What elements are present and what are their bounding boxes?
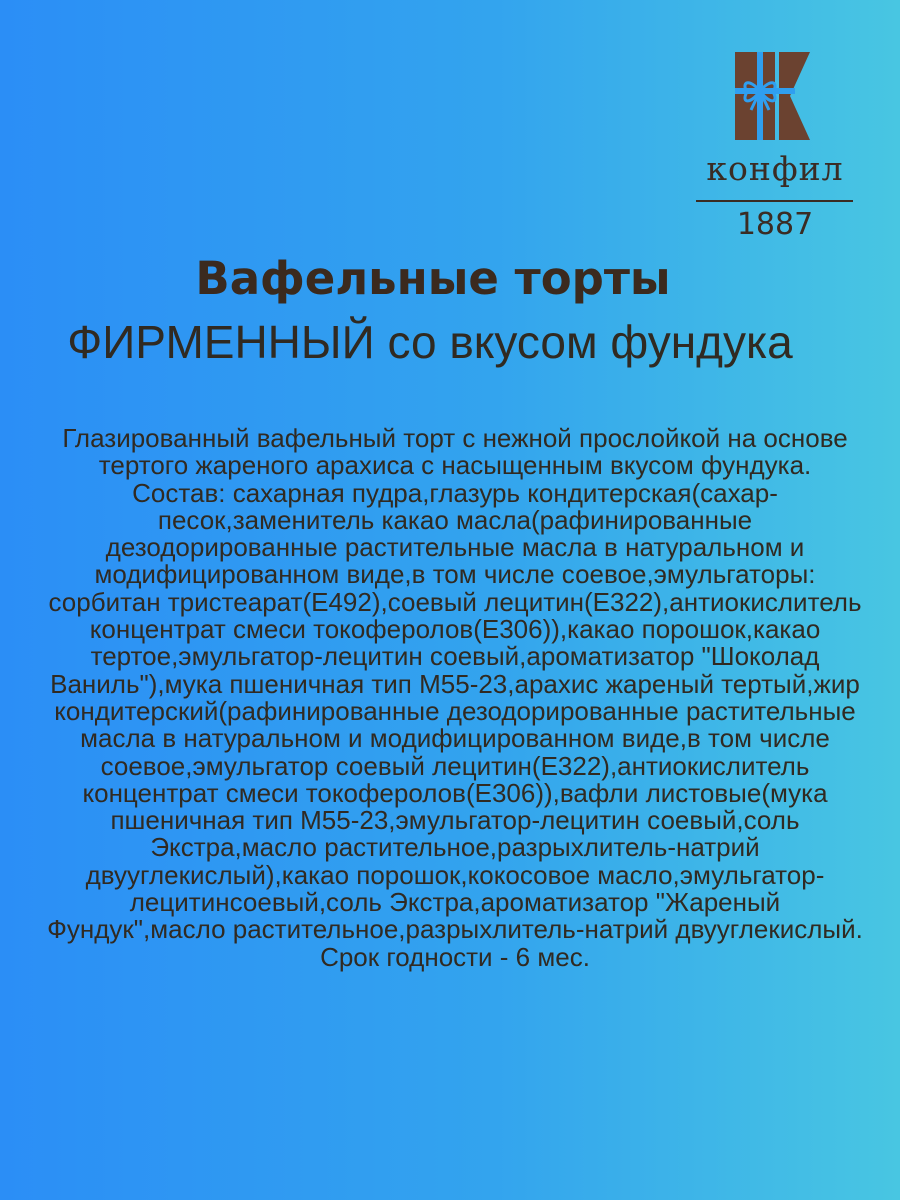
product-composition: Состав: сахарная пудра,глазурь кондитерская(сахар-песок,заменитель какао масла(рафинированные дезодорированные растительные масла в натуральном и модифицированном виде,в том числе соевое,эмульгаторы: сорбитан тристеарат(Е492),соевый лецитин(Е322),антиокислитель концентрат смеси токоферолов(Е306)),какао порошок,какао тертое,эмульгатор-лецитин соевый,ароматизатор "Шоколад Ваниль"),мука пшеничная тип М55-23,арахис жареный тертый,жир кондитерский(рафинированные дезодорированные растительные масла в натуральном и модифицированном виде,в том числе соевое,эмульгатор соевый лецитин(Е322),антиокислитель концентрат смеси токоферолов(Е306)),вафли листовые(мука пшеничная тип М55-23,эмульгатор-лецитин соевый,соль Экстра,масло растительное,разрыхлитель-натрий двууглекислый),какао порошок,кокосовое масло,эмульгатор-лецитинсоевый,соль Экстра,ароматизатор "Жареный Фундук",масло растительное,разрыхлитель-натрий двууглекислый. <box>47 477 863 945</box>
product-name: ФИРМЕННЫЙ со вкусом фундука <box>67 316 793 368</box>
konfil-logo-icon <box>735 52 810 140</box>
brand-logo <box>690 52 860 247</box>
brand-name: конфил <box>706 149 844 188</box>
brand-divider <box>696 200 853 202</box>
brand-year: 1887 <box>736 207 814 242</box>
product-category: Вафельные торты <box>195 252 671 305</box>
product-info <box>40 425 870 971</box>
product-description: Глазированный вафельный торт с нежной прослойкой на основе тертого жареного арахиса с насыщенным вкусом фундука. <box>62 423 848 481</box>
product-shelf-life: Срок годности - 6 мес. <box>320 941 590 972</box>
